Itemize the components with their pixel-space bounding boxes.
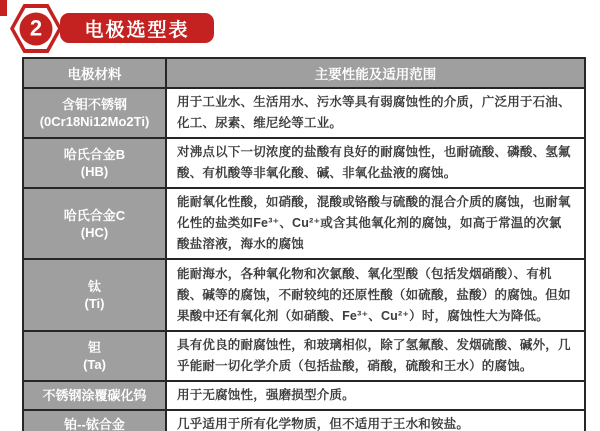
description-cell: 对沸点以下一切浓度的盐酸有良好的耐腐蚀性，也耐硫酸、磷酸、氢氟酸、有机酸等非氧化酸、碱、非氧化盐液的腐蚀。 [166, 138, 585, 188]
material-name: 不锈钢涂覆碳化钨 [42, 388, 147, 403]
material-spec: (Ti) [84, 296, 105, 311]
description-cell: 具有优良的耐腐蚀性，和玻璃相似，除了氢氟酸、发烟硫酸、碱外，几乎能耐一切化学介质（包括盐酸，硝酸，硫酸和王水）的腐蚀。 [166, 331, 585, 381]
table-row [23, 381, 585, 410]
material-cell [23, 331, 166, 381]
description-cell: 用于工业水、生活用水、污水等具有弱腐蚀性的介质，广泛用于石油、化工、尿素、维尼纶等工业。 [166, 88, 585, 138]
material-name: 哈氏合金B [63, 147, 126, 162]
material-name: 铂--铱合金 [64, 417, 125, 431]
description-cell: 能耐海水，各种氧化物和次氯酸、氧化型酸（包括发烟硝酸）、有机酸、碱等的腐蚀，不耐较纯的还原性酸（如硫酸，盐酸）的腐蚀。但如果酸中还有氧化剂（如硝酸、Fe³⁺、Cu²⁺）时，腐蚀性大为降低。 [166, 259, 585, 331]
table-row [23, 188, 585, 259]
description-cell: 几乎适用于所有化学物质，但不适用于王水和铵盐。 [166, 410, 585, 431]
electrode-selection-table [22, 57, 586, 431]
section-number-badge [10, 4, 62, 53]
ribbon-edge-decoration [0, 0, 7, 16]
description-cell: 用于无腐蚀性，强磨损型介质。 [166, 381, 585, 410]
badge-number: 2 [20, 12, 53, 45]
material-spec: (0Cr18Ni12Mo2Ti) [39, 114, 150, 129]
material-cell [23, 88, 166, 138]
page-title-banner [60, 13, 214, 43]
material-name: 含钼不锈钢 [61, 97, 127, 112]
table-header-row [23, 58, 585, 88]
table-row [23, 331, 585, 381]
table-row [23, 138, 585, 188]
material-cell [23, 188, 166, 259]
material-cell [23, 259, 166, 331]
material-spec: (Ta) [83, 357, 106, 372]
material-cell [23, 381, 166, 410]
table-row [23, 88, 585, 138]
page-title: 电极选型表 [84, 19, 190, 41]
material-name: 哈氏合金C [63, 207, 126, 223]
table-row [23, 259, 585, 331]
table-row [23, 410, 585, 431]
header-performance: 主要性能及适用范围 [166, 58, 585, 88]
header-material: 电极材料 [23, 58, 166, 88]
material-spec: (HC) [80, 224, 109, 240]
material-spec: (HB) [80, 164, 109, 179]
material-cell [23, 138, 166, 188]
description-cell: 能耐氧化性酸，如硝酸，混酸或铬酸与硫酸的混合介质的腐蚀，也耐氧化性的盐类如Fe³⁺、Cu²⁺或含其他氧化剂的腐蚀，如高于常温的次氯酸盐溶液，海水的腐蚀 [166, 188, 585, 259]
material-cell [23, 410, 166, 431]
material-name: 钽 [87, 340, 101, 355]
material-name: 钛 [87, 279, 101, 294]
